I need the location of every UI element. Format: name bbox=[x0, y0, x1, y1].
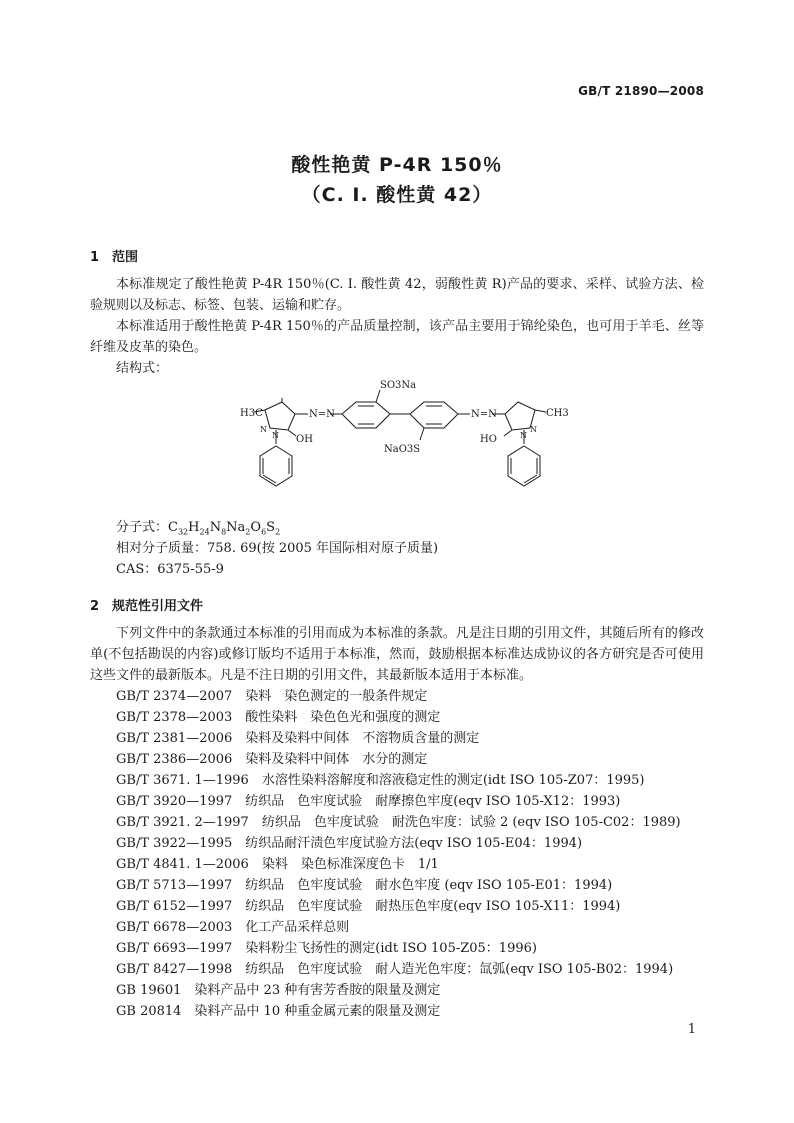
section-number: 2 bbox=[90, 599, 100, 614]
reference-item: GB/T 3671. 1—1996 水溶性染料溶解度和溶液稳定性的测定(idt ISO 105-Z07：1995) bbox=[116, 773, 645, 788]
reference-item: GB/T 3921. 2—1997 纺织品 色牢度试验 耐洗色牢度：试验 2 (eqv ISO 105-C02：1989) bbox=[116, 815, 681, 830]
reference-item: GB 20814 染料产品中 10 种重金属元素的限量及测定 bbox=[116, 1004, 441, 1019]
formula-na-count: 2 bbox=[245, 527, 251, 537]
formula-label: 分子式： bbox=[116, 520, 169, 535]
page-number: 1 bbox=[687, 1022, 696, 1037]
scope-paragraph-1: 本标准规定了酸性艳黄 P-4R 150％(C. I. 酸性黄 42，弱酸性黄 R)产品的要求、采样、试验方法、检验规则以及标志、标签、包装、运输和贮存。 bbox=[90, 277, 704, 313]
azo-left-label: N=N bbox=[309, 409, 335, 420]
ho-label: HO bbox=[480, 434, 497, 445]
so3na-top-label: SO3Na bbox=[380, 380, 417, 391]
section-number: 1 bbox=[90, 250, 100, 265]
ch3-label: CH3 bbox=[546, 408, 569, 419]
section-2-heading bbox=[90, 595, 203, 614]
nao3s-bottom-label: NaO3S bbox=[384, 444, 421, 455]
reference-item: GB/T 6693—1997 染料粉尘飞扬性的测定(idt ISO 105-Z05：1996) bbox=[116, 941, 537, 956]
reference-item: GB/T 2374—2007 染料 染色测定的一般条件规定 bbox=[116, 689, 428, 704]
reference-item: GB/T 2386—2006 染料及染料中间体 水分的测定 bbox=[116, 752, 428, 767]
n-label-right-1: N bbox=[530, 425, 537, 434]
azo-right-label: N=N bbox=[471, 409, 497, 420]
document-title: 酸性艳黄 P-4R 150％ bbox=[291, 154, 503, 176]
scope-paragraph-2: 本标准适用于酸性艳黄 P-4R 150％的产品质量控制，该产品主要用于锦纶染色，也可用于羊毛、丝等纤维及皮革的染色。 bbox=[90, 319, 704, 355]
section-title: 规范性引用文件 bbox=[112, 599, 204, 614]
section-1-heading bbox=[90, 246, 138, 265]
reference-item: GB/T 5713—1997 纺织品 色牢度试验 耐水色牢度 (eqv ISO 105-E01：1994) bbox=[116, 878, 613, 893]
structure-label: 结构式： bbox=[116, 361, 169, 376]
oh-label: OH bbox=[296, 434, 313, 445]
reference-item: GB/T 3920—1997 纺织品 色牢度试验 耐摩擦色牢度(eqv ISO 105-X12：1993) bbox=[116, 794, 621, 809]
formula-s-count: 2 bbox=[275, 527, 281, 537]
document-subtitle: （C. I. 酸性黄 42） bbox=[301, 184, 493, 206]
formula-c-count: 32 bbox=[177, 527, 189, 537]
reference-item: GB/T 2378—2003 酸性染料 染色色光和强度的测定 bbox=[116, 710, 441, 725]
formula-c: C bbox=[168, 520, 178, 535]
formula-h-count: 24 bbox=[199, 527, 210, 537]
reference-item: GB/T 6678—2003 化工产品采样总则 bbox=[116, 920, 350, 935]
formula-h: H bbox=[188, 520, 200, 535]
references-intro-paragraph: 下列文件中的条款通过本标准的引用而成为本标准的条款。凡是注日期的引用文件，其随后所有的修改单(不包括勘误的内容)或修订版均不适用于本标准，然而，鼓励根据本标准达成协议的各方研究是否可使用这些文件的最新版本。凡是不注日期的引用文件，其最新版本适用于本标准。 bbox=[90, 626, 704, 683]
formula-n: N bbox=[209, 520, 222, 535]
reference-item: GB/T 6152—1997 纺织品 色牢度试验 耐热压色牢度(eqv ISO 105-X11：1994) bbox=[116, 899, 621, 914]
cas-number: CAS：6375-55-9 bbox=[116, 562, 224, 577]
reference-item: GB/T 2381—2006 染料及染料中间体 不溶物质含量的测定 bbox=[116, 731, 480, 746]
structural-formula bbox=[230, 370, 570, 500]
reference-item: GB/T 4841. 1—2006 染料 染色标准深度色卡 1/1 bbox=[116, 857, 439, 872]
reference-item: GB 19601 染料产品中 23 种有害芳香胺的限量及测定 bbox=[116, 983, 441, 998]
n-label-right-2: N bbox=[520, 431, 527, 440]
formula-n-count: 8 bbox=[221, 527, 227, 537]
h3c-label: H3C bbox=[240, 408, 263, 419]
section-title: 范围 bbox=[112, 250, 139, 265]
formula-s: S bbox=[266, 520, 276, 535]
formula-na: Na bbox=[226, 520, 246, 535]
reference-item: GB/T 8427—1998 纺织品 色牢度试验 耐人造光色牢度：氙弧(eqv ISO 105-B02：1994) bbox=[116, 962, 674, 977]
formula-o: O bbox=[250, 520, 262, 535]
standard-code: GB/T 21890—2008 bbox=[578, 84, 704, 98]
n-label-left-2: N bbox=[272, 431, 279, 440]
n-label-left-1: N bbox=[260, 425, 267, 434]
reference-item: GB/T 3922—1995 纺织品耐汗渍色牢度试验方法(eqv ISO 105-E04：1994) bbox=[116, 836, 583, 851]
formula-o-count: 6 bbox=[261, 527, 267, 537]
molar-mass: 相对分子质量：758. 69(按 2005 年国际相对原子质量) bbox=[116, 541, 439, 556]
